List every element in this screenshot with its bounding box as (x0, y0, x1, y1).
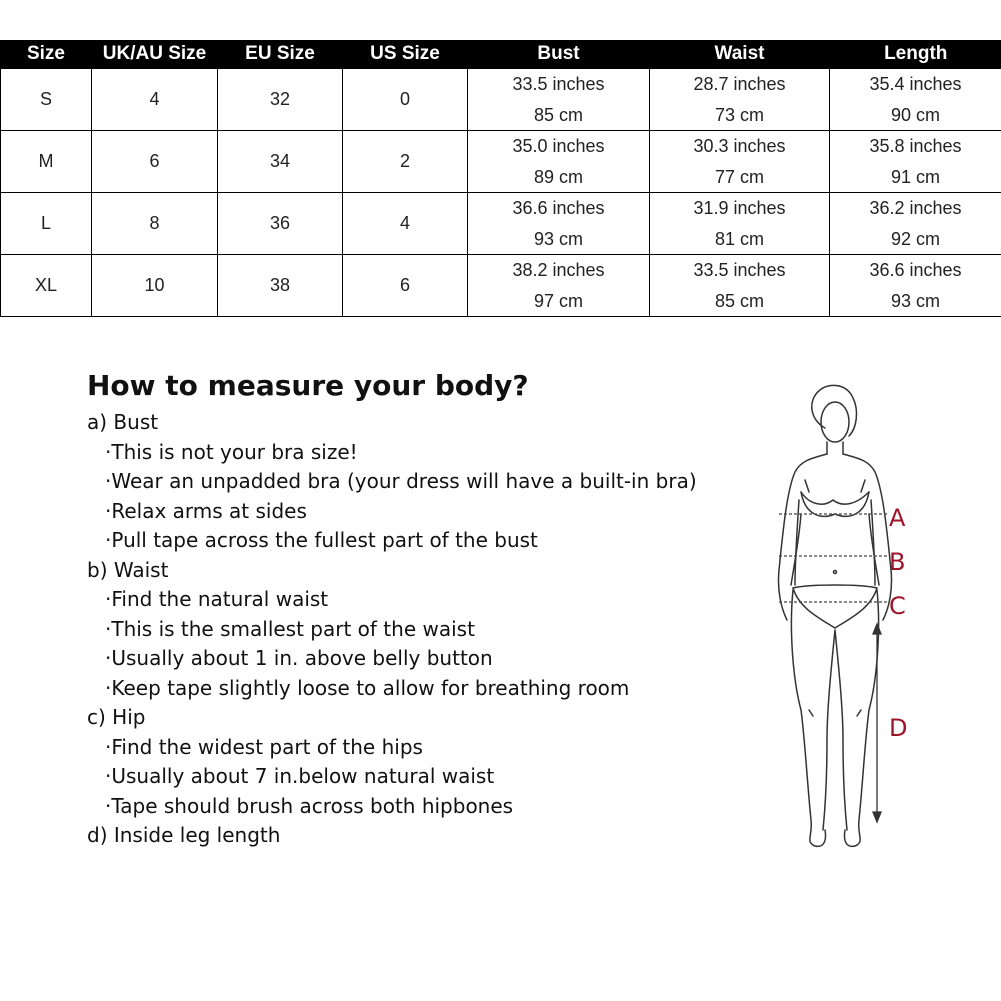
cell-waist (650, 69, 830, 131)
table-header-row (1, 40, 1001, 69)
cell-us-size: 2 (343, 131, 468, 193)
cell-waist (650, 131, 830, 193)
guide-item: ·Usually about 1 in. above belly button (105, 646, 493, 670)
waist-cm: 81 cm (714, 228, 765, 249)
bust-inches: 36.6 inches (512, 198, 605, 219)
bust-inches: 38.2 inches (512, 260, 605, 281)
cell-length (830, 131, 1001, 193)
table-row (1, 255, 1001, 317)
cell-size: XL (1, 255, 92, 317)
cell-uk-au-size: 6 (92, 131, 218, 193)
length-cm: 91 cm (890, 166, 941, 187)
bust-cm: 85 cm (533, 104, 584, 125)
cell-length (830, 193, 1001, 255)
cell-waist (650, 193, 830, 255)
cell-eu-size: 32 (218, 69, 343, 131)
waist-inches: 30.3 inches (693, 136, 786, 157)
guide-item: ·This is not your bra size! (105, 439, 358, 464)
header-length: Length (830, 40, 1001, 69)
measure-guide (87, 364, 767, 851)
waist-inches: 31.9 inches (693, 198, 786, 219)
cell-eu-size: 38 (218, 255, 343, 317)
table-row (1, 131, 1001, 193)
label-a: A (889, 504, 906, 532)
cell-size: M (1, 131, 92, 193)
guide-item: ·Tape should brush across both hipbones (105, 793, 514, 818)
section-label-waist: b) Waist (87, 557, 169, 582)
bust-inches: 33.5 inches (512, 74, 605, 95)
cell-uk-au-size: 4 (92, 69, 218, 131)
guide-item: ·Relax arms at sides (105, 498, 307, 523)
cell-bust (468, 131, 650, 193)
guide-item: ·This is the smallest part of the waist (105, 616, 475, 641)
waist-cm: 77 cm (714, 166, 765, 187)
header-eu-size: EU Size (218, 40, 343, 69)
cell-uk-au-size: 10 (92, 255, 218, 317)
length-cm: 92 cm (890, 228, 941, 249)
guide-item: ·Wear an unpadded bra (your dress will have a built-in bra) (105, 469, 697, 493)
cell-eu-size: 36 (218, 193, 343, 255)
waist-inches: 33.5 inches (693, 260, 786, 281)
cell-length (830, 255, 1001, 317)
bust-inches: 35.0 inches (512, 136, 605, 157)
waist-cm: 73 cm (714, 104, 765, 125)
label-b: B (889, 548, 906, 576)
guide-item: ·Find the widest part of the hips (105, 734, 423, 759)
header-us-size: US Size (343, 40, 468, 69)
header-size: Size (1, 40, 92, 69)
guide-item: ·Find the natural waist (105, 587, 329, 611)
cell-uk-au-size: 8 (92, 193, 218, 255)
header-waist: Waist (650, 40, 830, 69)
label-c: C (889, 592, 906, 620)
header-uk-au-size: UK/AU Size (92, 40, 218, 69)
length-cm: 90 cm (890, 104, 941, 125)
section-label-hip: c) Hip (87, 705, 146, 729)
cell-bust (468, 69, 650, 131)
length-inches: 36.2 inches (869, 198, 962, 219)
cell-waist (650, 255, 830, 317)
cell-size: S (1, 69, 92, 131)
table-row (1, 193, 1001, 255)
cell-eu-size: 34 (218, 131, 343, 193)
guide-item: ·Keep tape slightly loose to allow for breathing room (105, 675, 630, 700)
length-inches: 36.6 inches (869, 260, 962, 281)
table-row (1, 69, 1001, 131)
waist-inches: 28.7 inches (693, 74, 786, 95)
header-bust: Bust (468, 40, 650, 69)
guide-item: ·Usually about 7 in.below natural waist (105, 764, 495, 788)
length-inches: 35.4 inches (869, 74, 962, 95)
guide-item: ·Pull tape across the fullest part of the bust (105, 528, 538, 552)
section-label-bust: a) Bust (87, 410, 159, 434)
bust-cm: 97 cm (533, 290, 584, 311)
cell-us-size: 4 (343, 193, 468, 255)
cell-us-size: 6 (343, 255, 468, 317)
guide-title: How to measure your body? (87, 369, 529, 402)
bust-cm: 89 cm (533, 166, 584, 187)
cell-us-size: 0 (343, 69, 468, 131)
size-table (0, 40, 1001, 317)
section-label-inside-leg: d) Inside leg length (87, 823, 281, 847)
bust-cm: 93 cm (533, 228, 584, 249)
length-inches: 35.8 inches (869, 136, 962, 157)
cell-bust (468, 193, 650, 255)
length-cm: 93 cm (890, 290, 941, 311)
waist-cm: 85 cm (714, 290, 765, 311)
cell-bust (468, 255, 650, 317)
label-d: D (889, 714, 908, 742)
body-figure (765, 380, 925, 860)
cell-length (830, 69, 1001, 131)
cell-size: L (1, 193, 92, 255)
